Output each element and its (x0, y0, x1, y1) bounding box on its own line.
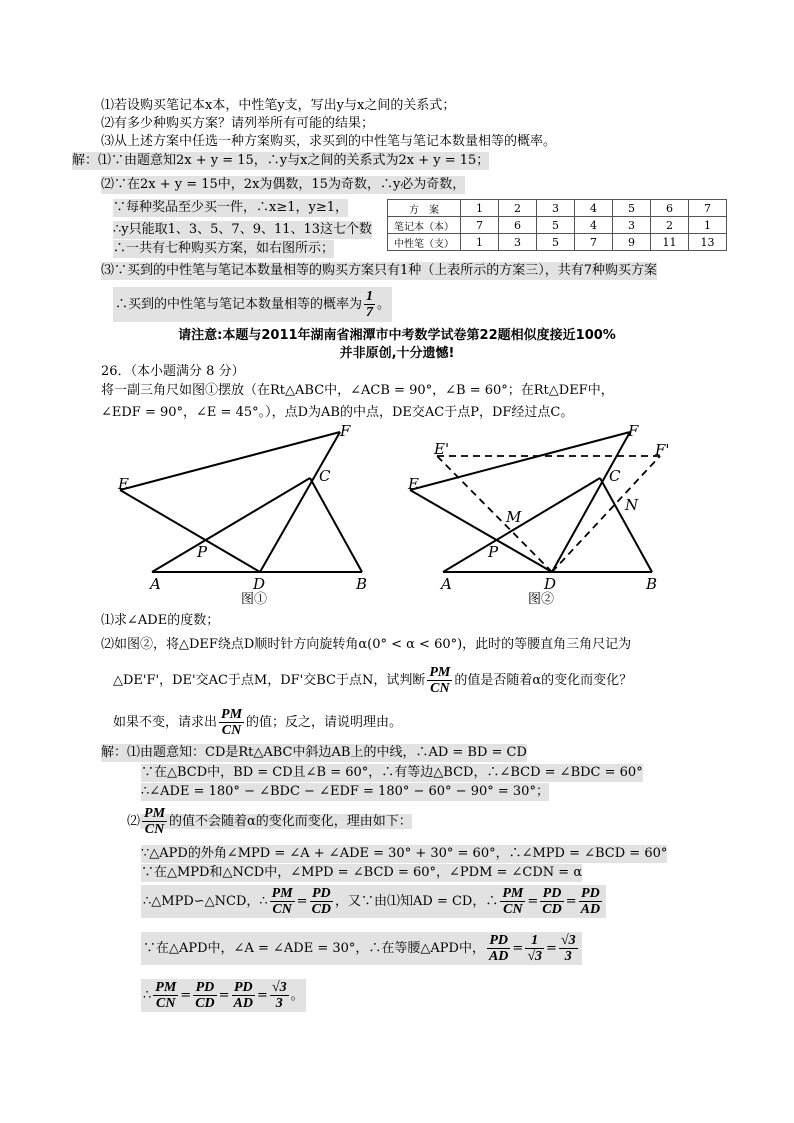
label-b: B (646, 575, 658, 593)
solution-line-3: ∵每种奖品至少买一件，∴x≥1，y≥1， (113, 200, 349, 215)
segment-ac (443, 478, 600, 572)
label-a: A (150, 575, 161, 593)
fraction-denominator: CD (542, 902, 562, 917)
fraction-numerator: PD (310, 886, 333, 902)
fraction-numerator: 1 (366, 289, 374, 304)
fraction-sqrt3-3 (270, 980, 289, 1011)
figure-2-caption: 图② (528, 592, 555, 607)
table-cell: 3 (537, 200, 575, 217)
purchase-plan-table (387, 199, 727, 251)
table-cell: 4 (575, 200, 613, 217)
question-line-3: ⑶从上述方案中任选一种方案购买，求买到的中性笔与笔记本数量相等的概率。 (101, 134, 557, 149)
answer-line-9-end: 。 (290, 988, 304, 1003)
fraction-denominator: AD (488, 949, 509, 964)
label-p: P (197, 543, 208, 561)
fraction-numerator: PM (429, 665, 451, 680)
fraction-pd-cd (310, 886, 333, 917)
fraction-numerator: PM (144, 806, 166, 821)
q26-sub-3-text-b: 的值是否随着α的变化而变化？ (454, 673, 633, 688)
fraction-denominator: CN (430, 681, 450, 696)
equals-sign: = (296, 894, 308, 909)
segment-ed (120, 490, 260, 572)
fraction-denominator: √3 (527, 949, 542, 964)
table-cell: 9 (613, 234, 651, 251)
q26-sub-4-text-b: 的值；反之，请说明理由。 (246, 715, 403, 730)
fraction-denominator: 3 (564, 949, 572, 964)
solution-line-6 (113, 287, 392, 322)
q26-heading: 26．（本小题满分 8 分） (101, 364, 245, 379)
label-e: E (408, 475, 419, 493)
equals-sign: = (180, 988, 192, 1003)
solution-line-6-end: 。 (377, 297, 391, 312)
answer-line-9 (141, 979, 306, 1012)
fraction-1-sqrt3 (525, 933, 544, 964)
fraction-pd-cd (193, 980, 216, 1011)
fraction-pd-cd (540, 886, 563, 917)
label-p: P (488, 543, 499, 561)
fraction-denominator: CN (272, 902, 292, 917)
table-cell: 7 (689, 200, 727, 217)
fraction-numerator: PM (221, 707, 243, 722)
solution-line-6-text: ∴买到的中性笔与笔记本数量相等的概率为 (115, 297, 363, 312)
answer-line-7-text-a: ∴△MPD∽△NCD，∴ (143, 894, 268, 909)
fraction-numerator: 1 (525, 933, 544, 949)
table-cell: 2 (651, 217, 689, 234)
notice-line-2: 并非原创,十分遗憾! (339, 346, 455, 361)
answer-line-7 (141, 885, 606, 918)
table-cell: 11 (651, 234, 689, 251)
fraction-denominator: CN (503, 902, 523, 917)
fraction-numerator: √3 (271, 980, 287, 995)
equals-sign: = (546, 941, 557, 956)
answer-line-6: ∵在△MPD和△NCD中，∠MPD = ∠BCD = 60°，∠PDM = ∠CDN = α (141, 865, 583, 880)
solution-line-2: ⑵∵在2x + y = 15中，2x为偶数，15为奇数，∴y必为奇数， (101, 177, 466, 192)
table-cell: 7 (461, 217, 499, 234)
fraction-numerator: PM (155, 980, 177, 995)
table-cell: 6 (499, 217, 537, 234)
fraction-denominator: CN (221, 723, 242, 738)
solution-line-4b: ∴一共有七种购买方案，如右图所示； (113, 241, 335, 256)
label-c: C (609, 467, 621, 485)
equals-sign: = (512, 941, 524, 956)
answer-line-8 (141, 932, 582, 965)
answer-line-4 (127, 806, 412, 837)
solution-line-1: 解：⑴∵由题意知2x + y = 15，∴y与x之间的关系式为2x + y = 15； (72, 153, 490, 168)
table-row (388, 217, 727, 234)
q26-sub-2: ⑵如图②，将△DEF绕点D顺时针方向旋转角α(0° < α < 60°)，此时的等腰直角三角尺记为 (101, 637, 632, 652)
fraction-numerator: PM (271, 886, 293, 901)
table-cell: 2 (499, 200, 537, 217)
table-cell: 1 (689, 217, 727, 234)
fraction-numerator: PD (487, 933, 510, 949)
segment-df (260, 432, 340, 572)
q26-sub-4 (113, 707, 402, 738)
table-cell: 3 (613, 217, 651, 234)
fraction-denominator: CN (156, 996, 176, 1011)
segment-ef (120, 432, 340, 490)
table-cell: 4 (575, 217, 613, 234)
q26-paragraph-2: ∠EDF = 90°，∠E = 45°。），点D为AB的中点，DE交AC于点P，DF经过点C。 (101, 405, 574, 420)
equals-sign: = (218, 988, 230, 1003)
table-cell: 方 案 (388, 200, 461, 217)
fraction-pd-ad (232, 980, 255, 1011)
answer-line-3: ∴∠ADE = 180° − ∠BDC − ∠EDF = 180° − 60° − 90° = 30°； (141, 784, 549, 799)
table-cell: 笔记本（本） (388, 217, 461, 234)
table-cell: 7 (575, 234, 613, 251)
fraction-numerator: √3 (560, 933, 576, 948)
equals-sign: = (565, 894, 577, 909)
fraction-numerator: PD (540, 886, 563, 902)
answer-line-7-text-b: ，又∵由⑴知AD = CD，∴ (335, 894, 499, 909)
fraction-pd-ad (487, 933, 510, 964)
fraction-denominator: 3 (275, 996, 283, 1011)
answer-line-4-prefix: ⑵ (127, 814, 141, 829)
q26-sub-3-text-a: △DE'F'，DE'交AC于点M，DF'交BC于点N，试判断 (113, 673, 426, 688)
label-a: A (441, 575, 452, 593)
label-d: D (544, 575, 557, 593)
label-n: N (625, 496, 639, 514)
fraction-denominator: CD (195, 996, 215, 1011)
figure-1 (110, 420, 385, 600)
probability-fraction (364, 289, 375, 320)
label-e: E (118, 475, 129, 493)
fraction-numerator: PD (579, 886, 602, 902)
fraction-sqrt3-3 (559, 933, 578, 964)
fraction-pm-cn (270, 886, 295, 917)
segment-cb (310, 478, 362, 572)
fraction-numerator: PD (232, 980, 255, 996)
notice-line-1: 请注意:本题与2011年湖南省湘潭市中考数学试卷第22题相似度接近100% (178, 328, 616, 343)
label-m: M (506, 508, 522, 526)
solution-line-4: ∴y只能取1、3、5、7、9、11、13这七个数 (113, 222, 373, 237)
answer-line-8-text: ∵在△APD中，∠A = ∠ADE = 30°，∴在等腰△APD中， (143, 941, 485, 956)
fraction-pm-cn (153, 980, 178, 1011)
fraction-denominator: AD (233, 996, 253, 1011)
fraction-denominator: AD (580, 902, 601, 917)
table-cell: 1 (461, 200, 499, 217)
label-f-prime: F' (655, 441, 670, 459)
table-cell: 1 (461, 234, 499, 251)
table-row (388, 234, 727, 251)
fraction-pm-cn (142, 806, 167, 837)
fraction-denominator: 7 (366, 305, 374, 320)
question-line-2: ⑵有多少种购买方案？请列举所有可能的结果； (101, 116, 375, 131)
fraction-pd-ad (579, 886, 602, 917)
fraction-pm-cn (500, 886, 525, 917)
fraction-numerator: PM (502, 886, 524, 901)
answer-line-5: ∵△APD的外角∠MPD = ∠A + ∠ADE = 30° + 30° = 60°，∴∠MPD = ∠BCD = 60° (141, 846, 668, 861)
fraction-denominator: CN (144, 822, 165, 837)
table-header-row (388, 200, 727, 217)
label-f: F (340, 422, 351, 440)
table-cell: 6 (651, 200, 689, 217)
label-c: C (319, 467, 331, 485)
fraction-numerator: PD (193, 980, 216, 996)
segment-ed (410, 490, 552, 572)
fraction-pm-cn (219, 707, 244, 738)
table-cell: 13 (689, 234, 727, 251)
table-cell: 5 (537, 217, 575, 234)
table-cell: 3 (499, 234, 537, 251)
q26-sub-4-text-a: 如果不变，请求出 (113, 715, 218, 730)
q26-sub-3 (113, 665, 632, 696)
label-f: F (628, 422, 639, 440)
equals-sign: = (257, 988, 268, 1003)
figure-2 (405, 420, 685, 600)
question-line-1: ⑴若设购买笔记本x本，中性笔y支，写出y与x之间的关系式； (101, 98, 456, 113)
table-cell: 中性笔（支） (388, 234, 461, 251)
label-d: D (253, 575, 266, 593)
fraction-denominator: CD (311, 902, 332, 917)
solution-line-5: ⑶∵买到的中性笔与笔记本数量相等的购买方案只有1种（上表所示的方案三），共有7种购买方案 (101, 263, 658, 278)
table-cell: 5 (613, 200, 651, 217)
answer-line-9-text: ∴ (143, 988, 152, 1003)
table-cell: 5 (537, 234, 575, 251)
answer-line-1: 解：⑴由题意知：CD是Rt△ABC中斜边AB上的中线，∴AD = BD = CD (101, 745, 527, 760)
label-e-prime: E' (434, 440, 450, 458)
q26-paragraph-1: 将一副三角尺如图①摆放（在Rt△ABC中，∠ACB = 90°，∠B = 60°；在Rt△DEF中， (101, 383, 614, 398)
label-b: B (356, 575, 368, 593)
q26-sub-1: ⑴求∠ADE的度数； (101, 613, 220, 628)
answer-line-2: ∵在△BCD中，BD = CD且∠B = 60°，∴有等边△BCD，∴∠BCD = ∠BDC = 60° (141, 765, 643, 780)
equals-sign: = (527, 894, 539, 909)
fraction-pm-cn (427, 665, 452, 696)
figure-1-caption: 图① (241, 592, 268, 607)
answer-line-4-text: 的值不会随着α的变化而变化，理由如下： (169, 814, 412, 829)
